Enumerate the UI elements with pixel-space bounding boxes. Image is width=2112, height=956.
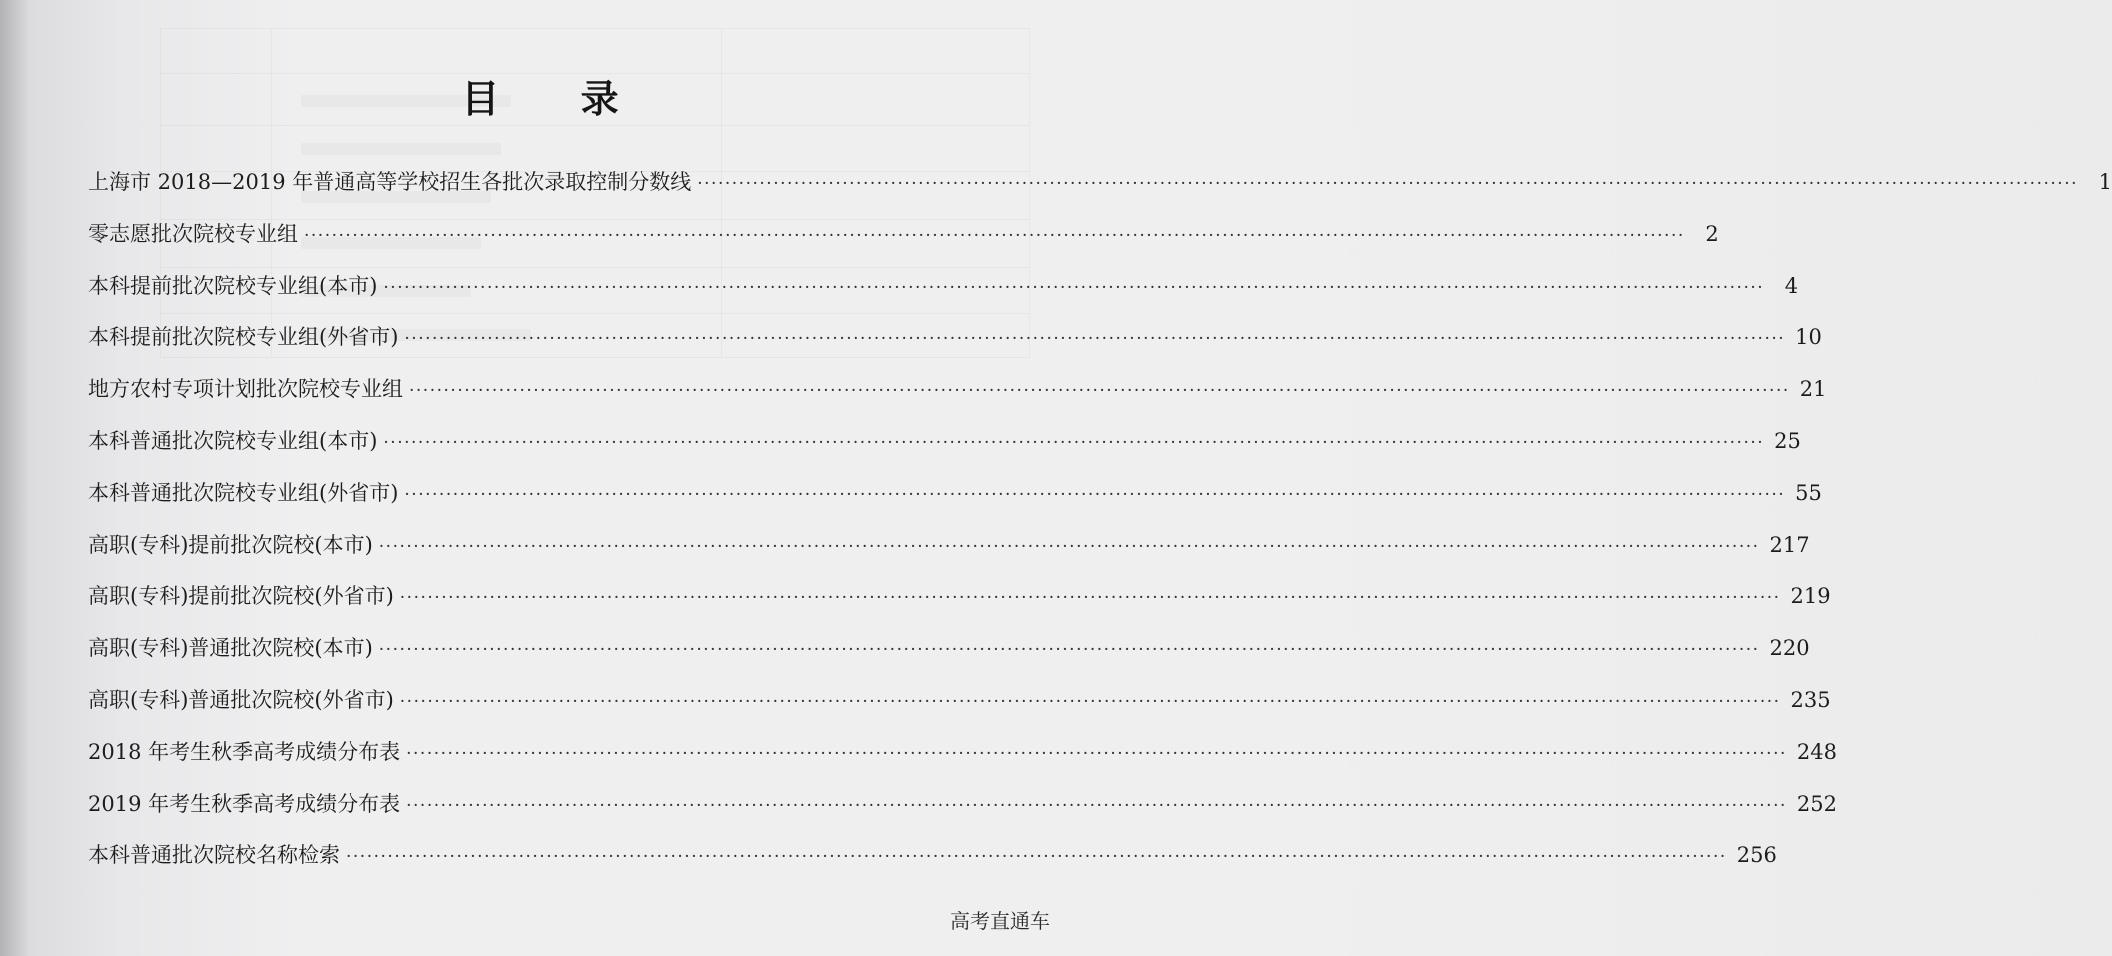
toc-entry-page-number: 25 [1774, 428, 1801, 453]
toc-leader-dots: ········································································································································································································ [404, 484, 1786, 505]
toc-entry[interactable] [88, 529, 1810, 581]
toc-leader-dots: ········································································································································································································ [409, 381, 1790, 402]
toc-entry-label: 上海市 2018—2019 年普通高等学校招生各批次录取控制分数线 [88, 170, 692, 194]
toc-entry-page-number: 4 [1784, 273, 1799, 298]
toc-entry-page-number: 1 [2098, 170, 2112, 194]
toc-entry-page-number: 217 [1769, 532, 1810, 557]
watermark: 高考直通车 [950, 909, 1050, 933]
toc-entry-label: 2019 年考生秋季高考成绩分布表 [88, 791, 401, 816]
toc-entry-label: 本科普通批次院校专业组(本市) [88, 428, 378, 453]
toc-leader-dots: ········································································································································································································ [404, 329, 1786, 350]
toc-entry[interactable] [88, 218, 1719, 270]
toc-entry[interactable] [88, 477, 1822, 529]
toc-leader-dots: ········································································································································································································ [697, 174, 2079, 194]
toc-entry-page-number: 10 [1795, 325, 1822, 350]
toc-entry-page-number: 252 [1796, 791, 1837, 816]
toc-entry[interactable] [88, 270, 1799, 322]
toc-entry-page-number: 235 [1790, 687, 1831, 712]
toc-leader-dots: ········································································································································································································ [346, 847, 1727, 868]
toc-entry[interactable] [88, 684, 1831, 736]
toc-entry[interactable] [88, 632, 1810, 684]
toc-entry-page-number: 21 [1799, 377, 1827, 402]
toc-entry-page-number: 256 [1736, 843, 1777, 868]
toc-leader-dots: ········································································································································································································ [378, 536, 1760, 557]
toc-entry-page-number: 55 [1795, 480, 1822, 505]
toc-entry-label: 本科提前批次院校专业组(外省市) [88, 325, 399, 350]
toc-entry-label: 本科普通批次院校专业组(外省市) [88, 480, 399, 505]
toc-entry[interactable] [88, 788, 1837, 840]
toc-entry[interactable] [88, 166, 2112, 218]
toc-entry[interactable] [88, 373, 1827, 425]
table-of-contents [88, 166, 2112, 891]
toc-leader-dots: ········································································································································································································ [304, 225, 1685, 246]
toc-entry[interactable] [88, 736, 1837, 788]
toc-entry-label: 2018 年考生秋季高考成绩分布表 [88, 739, 401, 764]
toc-entry-page-number: 219 [1790, 584, 1831, 609]
toc-entry-label: 零志愿批次院校专业组 [88, 221, 298, 246]
toc-entry-page-number: 2 [1705, 221, 1719, 246]
toc-leader-dots: ········································································································································································································ [406, 795, 1787, 816]
toc-entry-label: 高职(专科)普通批次院校(外省市) [88, 687, 394, 712]
toc-entry[interactable] [88, 839, 1777, 891]
toc-entry[interactable] [88, 580, 1831, 632]
page-title: 目 录 [461, 77, 653, 121]
toc-entry-label: 本科普通批次院校名称检索 [88, 843, 340, 868]
toc-entry-page-number: 248 [1796, 739, 1837, 764]
toc-entry-label: 地方农村专项计划批次院校专业组 [88, 377, 403, 402]
toc-leader-dots: ········································································································································································································ [406, 743, 1787, 764]
book-spine-shadow [0, 0, 30, 956]
toc-entry[interactable] [88, 321, 1822, 373]
toc-leader-dots: ········································································································································································································ [399, 691, 1781, 712]
toc-entry-label: 高职(专科)提前批次院校(本市) [88, 532, 373, 557]
toc-entry-label: 高职(专科)提前批次院校(外省市) [88, 584, 394, 609]
toc-leader-dots: ········································································································································································································ [378, 640, 1760, 661]
toc-leader-dots: ········································································································································································································ [383, 277, 1765, 298]
toc-entry-label: 本科提前批次院校专业组(本市) [88, 273, 378, 298]
toc-entry-label: 高职(专科)普通批次院校(本市) [88, 636, 373, 661]
toc-leader-dots: ········································································································································································································ [383, 432, 1765, 453]
toc-entry[interactable] [88, 425, 1801, 477]
toc-leader-dots: ········································································································································································································ [399, 588, 1781, 609]
toc-entry-page-number: 220 [1769, 636, 1810, 661]
